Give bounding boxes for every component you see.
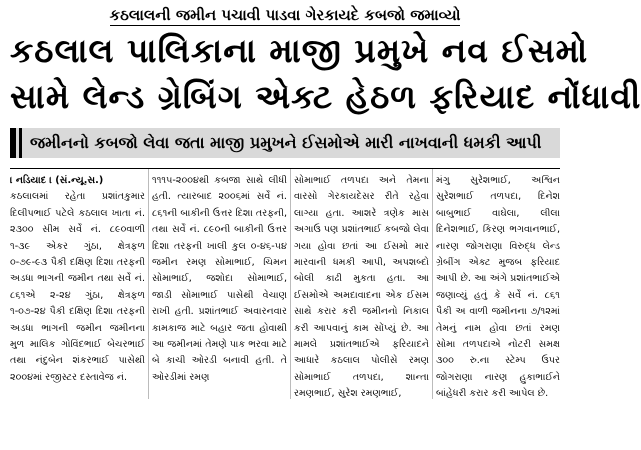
article-column-2 — [152, 173, 287, 399]
column-3-text: સોમાભાઈ તળપદા અને તેમના વારસો ગેરકાયદેસર રીતે રહેવા લાગ્યા હતા. આશરે ત્રણેક માસ અગાઉ પણ પ્રશાંતભાઈ કબજો લેવા ગયા હોવા છતાં આ ઈસમો માર મારવાની ધમકી આપી, અપશબ્દો બોલી કાઢી મુકતા હતા. આ ઈસમોએ અમદાવાદના એક ઈસમ સાથે કરાર કરી જમીનનો નિકાલ કરી આપવાનું કામ સોંપ્યું છે. આ મામલે પ્રશાંતભાઈએ ફરિયાદને આધારે કઠલાલ પોલીસે રમણ સોમાભાઈ તળપદા, શાન્તા રમણભાઈ, સુરેશ રમણભાઈ, — [294, 175, 429, 400]
column-4-text: મંગુ સુરેશભાઈ, અશ્વિન સુરેશભાઈ તળપદા, દિનેશ બાબુભાઈ વાઘેલા, લીલા દિનેશભાઈ, કિરણ ભગવાનભાઈ, નારણ જોગરાણા વિરુદ્ધ લેન્ડ ગ્રેબીંગ એક્ટ મુજબ ફરિયાદ આપી છે. આ અંગે પ્રશાંતભાઈએ જણાવ્યું હતું કે સર્વે નં. ૮૬૧ પૈકી અ વાળી જમીનના ૭/૧૨માં તેમનું નામ હોવા છતાં રમણ સોમા તળપદાએ નોટરી સમક્ષ ૩૦૦ રુ.ના સ્ટેમ્પ ઉપર જોગરાણા નારણ હુકાભાઈને બાંહેધરી કરાર કરી આપેલ છે. — [436, 175, 560, 400]
article-column-4 — [436, 173, 560, 399]
article-column-1 — [10, 173, 145, 399]
headline-line-1: કઠલાલ પાલિકાના માજી પ્રમુખે નવ ઈસમો — [10, 31, 589, 70]
dateline: । નડિયાદ । (સં.ન્યૂ.સ.) — [10, 175, 104, 186]
deck-accent-bar — [19, 128, 22, 158]
column-rule — [432, 169, 433, 399]
deck-banner — [10, 128, 560, 158]
deck-text: જમીનનો કબજો લેવા જતા માજી પ્રમુખને ઈસમોએ મારી નાખવાની ધમકી આપી — [30, 133, 542, 152]
column-rule — [290, 169, 291, 399]
column-rule — [148, 169, 149, 399]
column-2-text: ૧૧૧૫-૨૦૦૪થી કબજા સાથે લીધી હતી. ત્યારબાદ ૨૦૦૬માં સર્વે નં. ૮૬૧ની બાકીની ઉત્તર દિશા તરફની, તથા સર્વે નં. ૮૯૦ની બાકીની ઉત્તર દિશા તરફની ખાલી કુલ ૦-૪૬-૫૪ જમીન રમણ સોમાભાઈ, ચિમન સોમાભાઈ, જશોદા સોમાભાઈ, જાડી સોમાભાઈ પાસેથી વેચાણ રાખી હતી. પ્રશાંતભાઈ અવારનવાર કામકાજ માટે બહાર જતા હોવાથી આ જમીનમાં તેમણે પાક ભરવા માટે બે કાચી ઓરડી બનાવી હતી. તે ઓરડીમાં રમણ — [152, 175, 287, 383]
kicker-text: કઠલાલની જમીન પચાવી પાડવા ગેરકાયદે કબજો જમાવ્યો — [109, 6, 461, 24]
kicker-line — [10, 4, 560, 26]
article-body — [10, 168, 560, 399]
column-1-text: કઠલાલમાં રહેતા પ્રશાંતકુમાર દિલીપભાઈ પટેલે કઠલાલ ખાતા નં. ૨૩૦૦ સીમ સર્વે નં. ૮૯૦વાળી ૧-૩૯ એકર ગુંઠા, ક્ષેત્રફળ ૦-૭૯-૯૩ પૈકી દક્ષિણ દિશા તરફની અડધા ભાગની જમીન તથા સર્વે નં. ૮૬૧એ ૨-૨૪ ગુંઠા, ક્ષેત્રફળ ૧-૦૭-૨૪ પૈકી દક્ષિણ દિશા તરફની અડધા ભાગની જમીન જમીનના મુળ માલિક ગોવિંદભાઈ બેચરભાઈ તથા નંદુબેન શંકરભાઈ પાસેથી ૨૦૦૪માં રજીસ્ટર દસ્તાવેજ નં. — [10, 191, 145, 383]
article-column-3 — [294, 173, 429, 399]
headline — [10, 28, 641, 120]
headline-line-2: સામે લેન્ડ ગ્રેબિંગ એક્ટ હેઠળ ફરિયાદ નોંધાવી — [10, 77, 641, 116]
